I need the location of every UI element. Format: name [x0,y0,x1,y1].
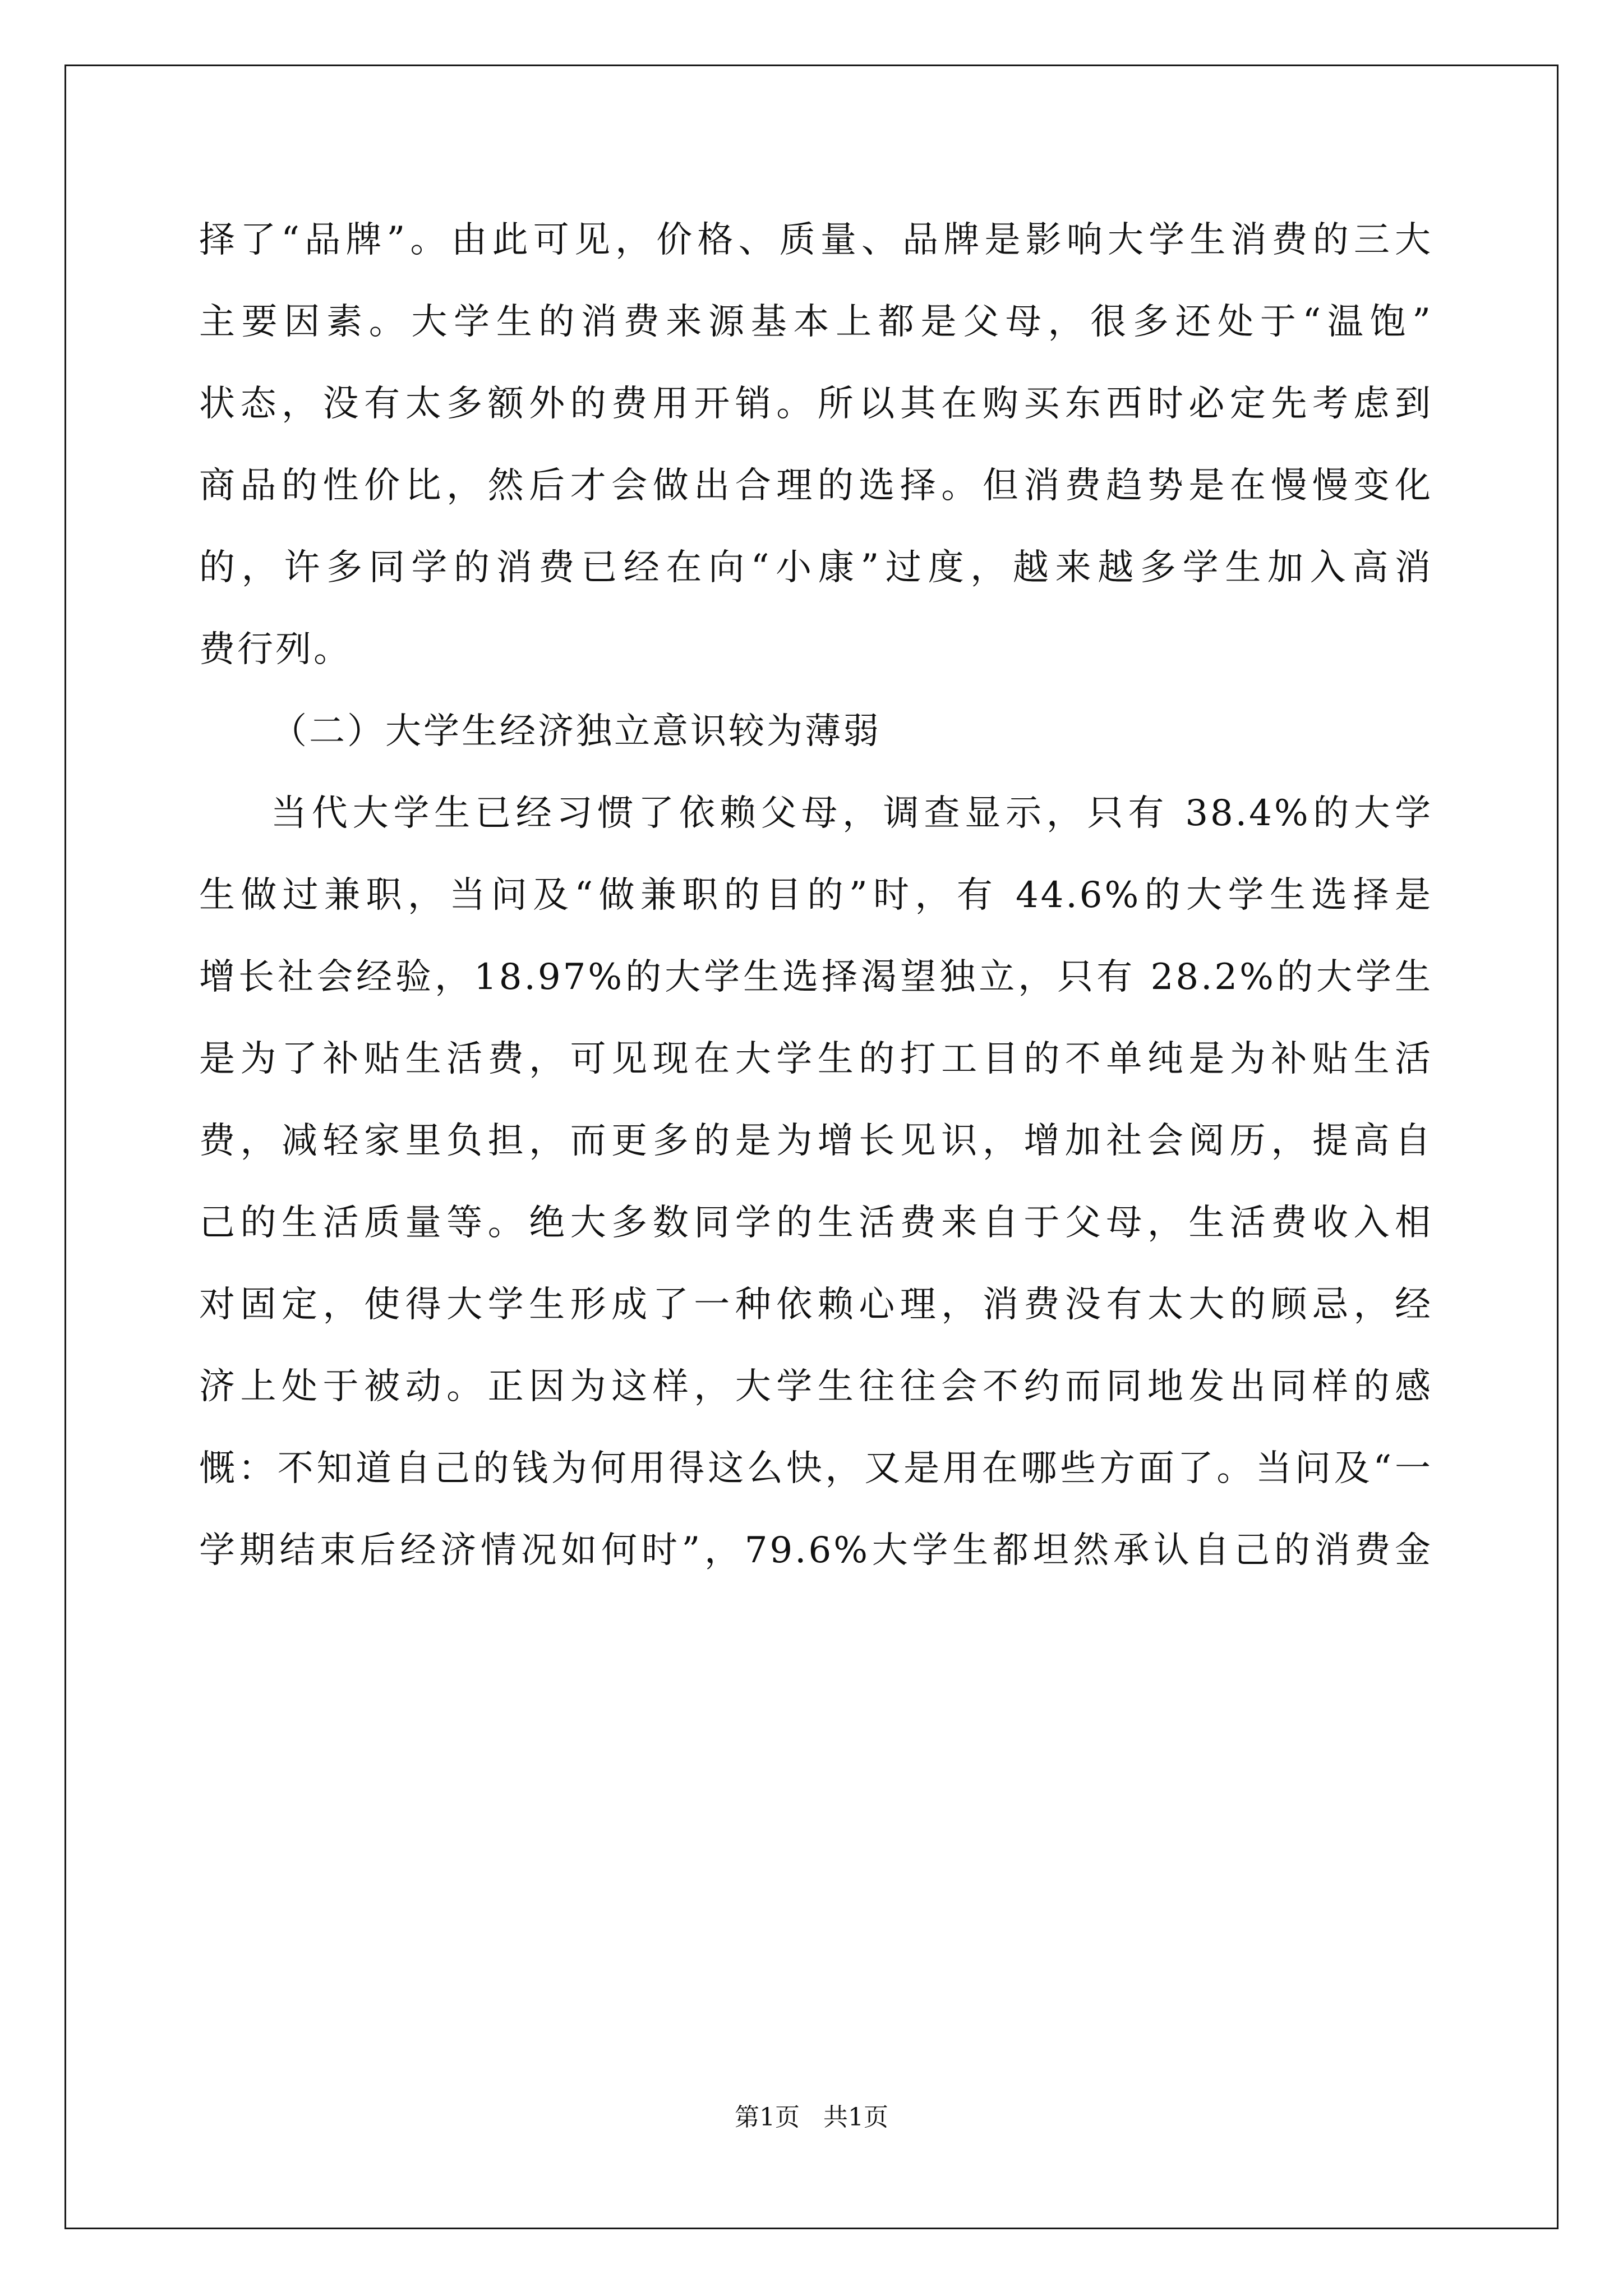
paragraph-line: 费行列。 [199,629,352,670]
document-body [199,199,1433,1591]
section-heading: （二）大学生经济独立意识较为薄弱 [271,711,881,752]
paragraph-line: 当代大学生已经习惯了依赖父母，调查显示，只有 38.4%的大学 [271,793,1433,834]
paragraph-line: 己的生活质量等。绝大多数同学的生活费来自于父母，生活费收入相 [199,1202,1433,1244]
paragraph-line: 对固定，使得大学生形成了一种依赖心理，消费没有太大的顾忌，经 [199,1284,1433,1326]
paragraph-line: 学期结束后经济情况如何时”，79.6%大学生都坦然承认自己的消费金 [199,1530,1433,1571]
page-footer: 第1页 共1页 [735,2103,888,2132]
paragraph-line: 的，许多同学的消费已经在向“小康”过度，越来越多学生加入高消 [199,547,1433,588]
paragraph-line: 商品的性价比，然后才会做出合理的选择。但消费趋势是在慢慢变化 [199,465,1433,507]
paragraph-line: 状态，没有太多额外的费用开销。所以其在购买东西时必定先考虑到 [199,383,1433,425]
paragraph-line: 慨：不知道自己的钱为何用得这么快，又是用在哪些方面了。当问及“一 [199,1448,1433,1489]
paragraph-line: 是为了补贴生活费，可见现在大学生的打工目的不单纯是为补贴生活 [199,1038,1433,1080]
paragraph-line: 主要因素。大学生的消费来源基本上都是父母，很多还处于“温饱” [199,301,1433,343]
paragraph-line: 费，减轻家里负担，而更多的是为增长见识，增加社会阅历，提高自 [199,1120,1433,1162]
paragraph-line: 济上处于被动。正因为这样，大学生往往会不约而同地发出同样的感 [199,1366,1433,1407]
paragraph-line: 增长社会经验，18.97%的大学生选择渴望独立，只有 28.2%的大学生 [199,956,1433,998]
paragraph-line: 生做过兼职，当问及“做兼职的目的”时，有 44.6%的大学生选择是 [199,875,1433,916]
paragraph-line: 择了“品牌”。由此可见，价格、质量、品牌是影响大学生消费的三大 [199,219,1433,261]
